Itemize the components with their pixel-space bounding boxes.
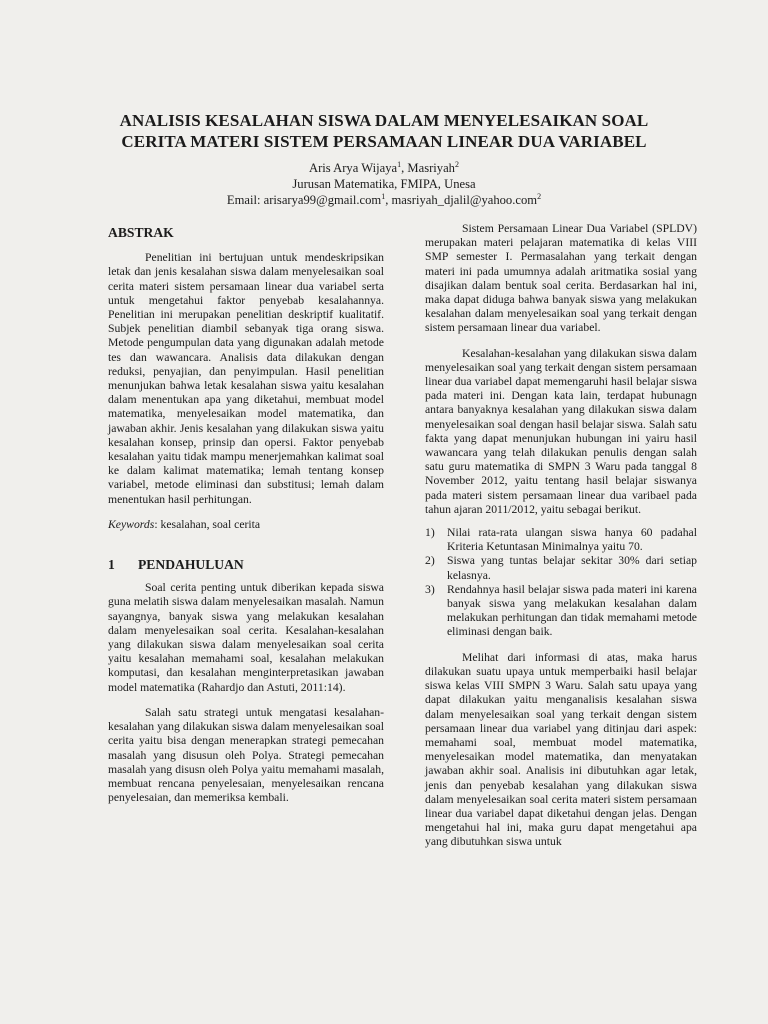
- right-paragraph-1: Sistem Persamaan Linear Dua Variabel (SPLDV) merupakan materi pelajaran matematika di kelas VIII SMP semester I. Permasalahan yang terkait dengan materi ini pada umumnya adalah aritmatika sosial yang disajikan dalam bentuk soal cerita. Berdasarkan hal ini, maka dapat diduga bahwa banyak siswa yang melakukan kesalahan dalam menyelesaikan soal yang terkait dengan sistem persamaan linear dua variabel.: [425, 222, 697, 335]
- abstract-heading: ABSTRAK: [108, 225, 174, 240]
- section-1-paragraph-2: Salah satu strategi untuk mengatasi kesalahan-kesalahan yang dilakukan siswa dalam menyelesaikan soal cerita yaitu bisa dengan menerapkan strategi pemecahan masalah yang disusun oleh Polya. Strategi pemecahan masalah yang disusn oleh Polya yaitu memahami masalah, membuat rencana penyelesaian, menyelesaikan rencana penyelesaian, dan memeriksa kembali.: [108, 705, 384, 805]
- author-line: [60, 160, 708, 176]
- section-1-heading: [108, 558, 384, 572]
- email-1-sup: 1: [381, 191, 386, 201]
- right-column: [425, 222, 697, 861]
- abstract-text: Penelitian ini bertujuan untuk mendeskripsikan letak dan jenis kesalahan siswa dalam menyelesaikan soal cerita materi sistem persamaan linear dua variabel serta untuk mengetahui faktor penyebab kesalahannya. Penelitian ini merupakan penelitian deskriptif kualitatif. Subjek penelitian diambil sebanyak tiga orang siswa. Metode pengumpulan data yang digunakan adalah metode tes dan wawancara. Analisis data dilakukan dengan reduksi, penyajian, dan penyimpulan. Hasil penelitian menunjukan bahwa letak kesalahan siswa yaitu kesalahan dalam menentukan apa yang diketahui, membuat model matematika, menyelesaikan model matematika, dan jawaban akhir. Jenis kesalahan yang dilakukan siswa yaitu kesalahan konsep, prinsip dan opersi. Faktor penyebab kesalahan yaitu tidak mampu menerjemahkan kalimat soal ke dalam kalimat matematika; lemah tentang konsep variabel, metode eliminasi dan substitusi; lemah dalam menentukan hasil perhitungan.: [108, 251, 384, 506]
- author-block: [60, 160, 708, 208]
- list-item: [425, 554, 697, 582]
- email-1: Email: arisarya99@gmail.com: [226, 193, 382, 207]
- list-marker: 2): [425, 554, 435, 568]
- right-paragraph-2: Kesalahan-kesalahan yang dilakukan siswa dalam menyelesaikan soal yang terkait dengan sistem persamaan linear dua variabel dapat memengaruhi hasil belajar siswa pada materi ini. Dengan kata lain, terdapat hubunagn antara banyaknya kesalahan yang dilakukan siswa dalam menyelesaikan soal dengan hasil belajar siswa. Salah satu fakta yang dapat menunjukan hubungan ini yairu hasil wawancara yang telah dilakukan penulis dengan salah satu guru matematika di SMPN 3 Waru pada tanggal 8 November 2012, yaitu tentang hasil belajar siswanya pada materi sistem persamaan linear dua varibael pada tahun ajaran 2011/2012, yaitu sebagai berikut.: [425, 346, 697, 516]
- email-2: , masriyah_djalil@yahoo.com: [385, 193, 538, 207]
- author-separator: ,: [401, 161, 408, 175]
- list-marker: 3): [425, 582, 435, 596]
- title-line-1: ANALISIS KESALAHAN SISWA DALAM MENYELESAIKAN SOAL: [119, 111, 649, 130]
- section-1-title: PENDAHULUAN: [138, 557, 244, 573]
- title-line-2: CERITA MATERI SISTEM PERSAMAAN LINEAR DUA VARIABEL: [121, 132, 647, 151]
- list-item-text: Siswa yang tuntas belajar sekitar 30% dari setiap kelasnya.: [447, 554, 697, 582]
- author-2-sup: 2: [454, 159, 459, 169]
- author-1-sup: 1: [397, 159, 402, 169]
- list-item: [425, 526, 697, 554]
- keywords-text: : kesalahan, soal cerita: [154, 517, 261, 531]
- list-item-text: Rendahnya hasil belajar siswa pada materi ini karena banyak siswa yang melakukan kesalahan dalam melakukan perhitungan dan tidak memahami metode eliminasi dengan baik.: [447, 582, 697, 639]
- left-column: [108, 226, 384, 816]
- right-paragraph-3: Melihat dari informasi di atas, maka harus dilakukan suatu upaya untuk memperbaiki hasil belajar siswa kelas VIII SMPN 3 Waru. Salah satu upaya yang dapat dilakukan yaitu menganalisis kesalahan siswa dalam menyelesaikan soal yang terkait dengan sistem persamaan linear dua variabel yang ditinjau dari aspek: memahami soal, membuat model matematika, menyelesaikan model matematika, dan menyatakan jawaban akhir soal. Analisis ini dibutuhkan agar letak, jenis dan penyebab kesalahan yang dilakukan siswa dalam menyelesaikan soal cerita materi sistem persamaan linear dua variabel dapat diketahui dengan jelas. Dengan mengetahui hal ini, maka guru dapat mengetahui apa yang dibutuhkan siswa untuk: [425, 650, 697, 849]
- email-line: [60, 192, 708, 208]
- list-item-text: Nilai rata-rata ulangan siswa hanya 60 padahal Kriteria Ketuntasan Minimalnya yaitu 70.: [447, 526, 697, 554]
- keywords-label: Keywords: [108, 517, 155, 531]
- paper-title: [60, 110, 708, 152]
- author-1: Aris Arya Wijaya: [309, 161, 398, 175]
- affiliation: Jurusan Matematika, FMIPA, Unesa: [292, 177, 476, 191]
- section-1-paragraph-1: Soal cerita penting untuk diberikan kepada siswa guna melatih siswa dalam menyelesaikan masalah. Namun sayangnya, banyak siswa yang melakukan kesalahan dalam menyelesaikan soal cerita. Kesalahan-kesalahan yang dilakukan siswa dalam menyelesaikan soal cerita yaitu kesalahan memahami soal, kesalahan melakukan komputasi, dan kesalahan menginterpretasikan jawaban model matematika (Rahardjo dan Astuti, 2011:14).: [108, 581, 384, 694]
- email-2-sup: 2: [537, 191, 542, 201]
- section-1-number: 1: [108, 557, 115, 573]
- numbered-list: [425, 526, 697, 640]
- list-marker: 1): [425, 526, 435, 540]
- list-item: [425, 583, 697, 640]
- keywords: [108, 518, 384, 532]
- author-2: Masriyah: [407, 161, 455, 175]
